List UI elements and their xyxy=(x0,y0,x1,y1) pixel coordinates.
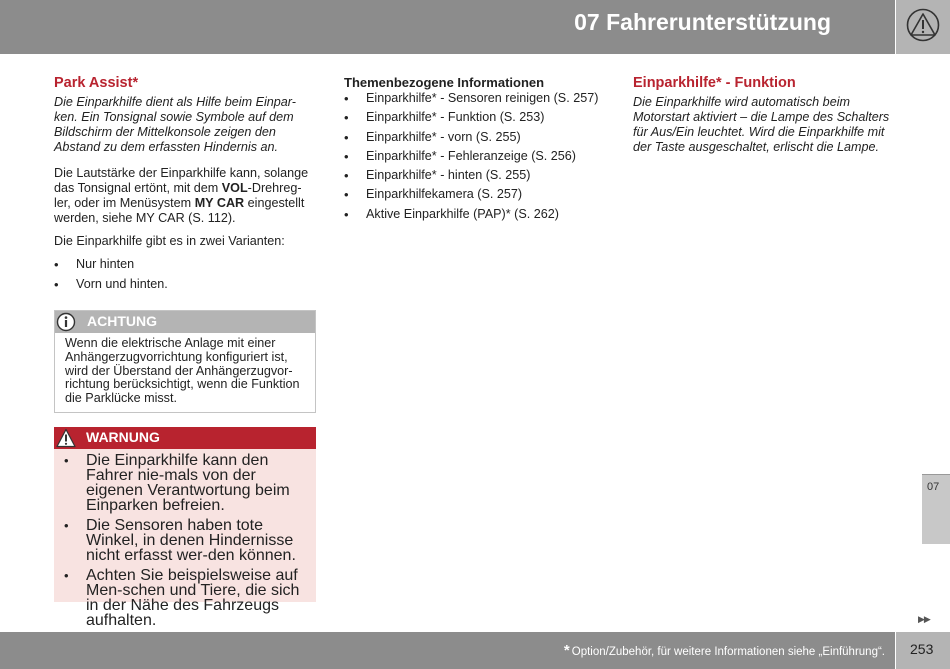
achtung-text: Wenn die elektrische Anlage mit einer Anhängerzugvorrichtung konfiguriert ist, wird der Überstand der Anhängerzugvor-richtung berücksichtigt, wenn die Funktion die Parklücke misst. xyxy=(65,336,300,406)
chapter-side-tab[interactable] xyxy=(922,474,950,544)
footnote-text: Option/Zubehör, für weitere Informationen siehe „Einführung“. xyxy=(571,646,885,658)
warnung-notice-box xyxy=(54,427,316,629)
section-heading-park-assist: Park Assist* xyxy=(54,75,139,91)
related-link[interactable]: • Einparkhilfekamera (S. 257) xyxy=(344,187,606,202)
list-item: • Vorn und hinten. xyxy=(54,277,316,292)
related-link[interactable]: • Einparkhilfe* - vorn (S. 255) xyxy=(344,130,606,145)
warnung-header xyxy=(54,427,316,449)
related-link[interactable]: • Einparkhilfe* - Sensoren reinigen (S. 257) xyxy=(344,91,606,106)
list-item: • Nur hinten xyxy=(54,257,316,272)
variants-intro: Die Einparkhilfe gibt es in zwei Varianten: xyxy=(54,234,285,248)
section-heading-related-info: Themenbezogene Informationen xyxy=(344,75,545,90)
related-links-list xyxy=(344,91,606,222)
footer-note xyxy=(564,642,885,659)
chapter-header xyxy=(0,0,895,54)
footnote-star: * xyxy=(563,642,570,659)
list-item: • Achten Sie beispielsweise auf Men-schen und Tiere, die sich in der Nähe des Fahrzeugs aufhalten. xyxy=(64,568,304,628)
page-number-box xyxy=(896,632,950,669)
warnung-label: WARNUNG xyxy=(86,429,160,445)
column-function xyxy=(633,74,898,155)
related-link[interactable]: • Einparkhilfe* - Fehleranzeige (S. 256) xyxy=(344,149,606,164)
achtung-label: ACHTUNG xyxy=(87,313,157,329)
related-link[interactable]: • Einparkhilfe* - hinten (S. 255) xyxy=(344,168,606,183)
volume-text-b: -Drehreg-ler, oder im Menüsystem xyxy=(54,181,302,210)
column-park-assist xyxy=(54,74,316,296)
achtung-notice-box xyxy=(54,310,316,413)
intro-text: Die Einparkhilfe dient als Hilfe beim Einpar-ken. Ein Tonsignal sowie Symbole auf dem Bildschirm der Mittelkonsole zeigen den Abstand zu dem erfassten Hindernis an. xyxy=(54,95,296,154)
warnung-list xyxy=(54,449,316,628)
chapter-tab-label: 07 xyxy=(927,481,940,493)
volume-paragraph xyxy=(54,166,316,226)
volume-text-a: Die Lautstärke der Einparkhilfe kann, solange das Tonsignal ertönt, mit dem xyxy=(54,166,309,195)
warning-triangle-icon xyxy=(906,8,940,42)
variant-list xyxy=(54,257,316,292)
achtung-header xyxy=(55,311,315,333)
chapter-title: 07 Fahrerunterstützung xyxy=(574,9,831,35)
page-footer xyxy=(0,632,895,669)
my-car-label: MY CAR xyxy=(194,196,245,210)
list-item: • Die Sensoren haben tote Winkel, in denen Hindernisse nicht erfasst wer-den können. xyxy=(64,518,304,563)
related-link[interactable]: • Aktive Einparkhilfe (PAP)* (S. 262) xyxy=(344,207,606,222)
page-number: 253 xyxy=(910,641,934,657)
vol-control-label: VOL xyxy=(221,181,248,195)
section-heading-function: Einparkhilfe* - Funktion xyxy=(633,75,796,91)
column-related-info xyxy=(344,74,606,226)
next-page-arrows-icon[interactable]: ▶▶ xyxy=(918,614,930,624)
warning-triangle-icon xyxy=(56,428,76,448)
volume-text-c: eingestellt werden, siehe MY CAR (S. 112). xyxy=(54,196,305,225)
warning-triangle-tab xyxy=(896,0,950,54)
info-icon xyxy=(56,312,76,332)
list-item: • Die Einparkhilfe kann den Fahrer nie-mals von der eigenen Verantwortung beim Einparken befreien. xyxy=(64,453,304,513)
function-intro-text: Die Einparkhilfe wird automatisch beim Motorstart aktiviert – die Lampe des Schalters für Aus/Ein leuchtet. Wird die Einparkhilfe mit der Taste ausgeschaltet, erlischt die Lampe. xyxy=(633,95,890,154)
related-link[interactable]: • Einparkhilfe* - Funktion (S. 253) xyxy=(344,110,606,125)
